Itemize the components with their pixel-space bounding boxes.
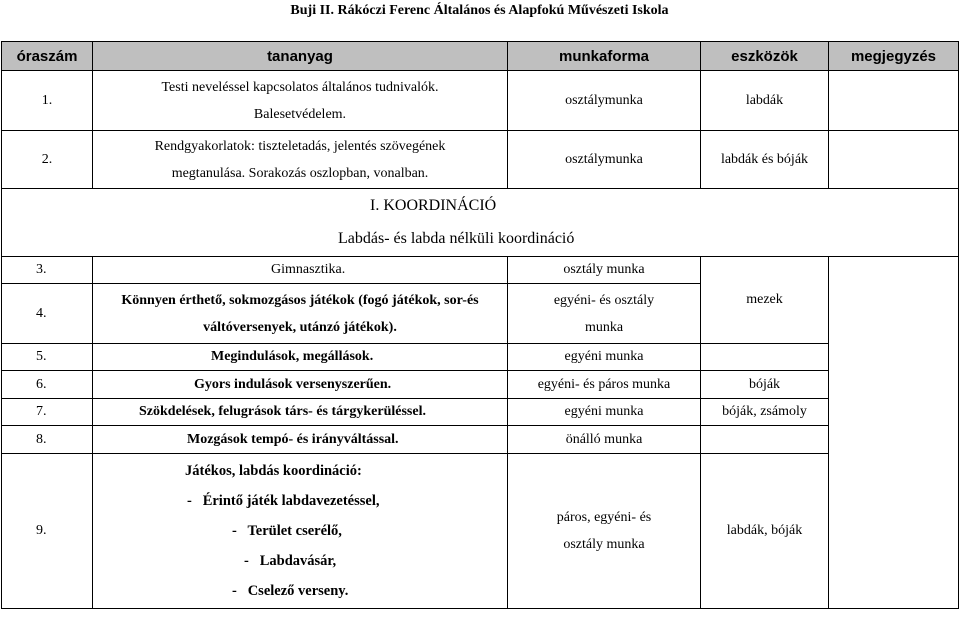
topic-cell: Gyors indulások versenyszerűen. (93, 371, 508, 399)
work-form-line: osztály munka (563, 537, 645, 552)
topic-line: váltóversenyek, utánzó játékok). (203, 319, 397, 335)
topic-line: megtanulása. Sorakozás oszlopban, vonalban. (171, 165, 429, 181)
table-row (2, 371, 959, 399)
work-form-cell: egyéni munka (508, 399, 701, 426)
lesson-number: 4. (2, 284, 93, 344)
work-form-cell (508, 454, 701, 609)
topic-cell (93, 454, 508, 609)
note-cell (829, 257, 959, 609)
table-row (2, 426, 959, 454)
col-header-tools: eszközök (701, 42, 829, 71)
topic-line: Testi neveléssel kapcsolatos általános tudnivalók. (161, 79, 439, 95)
curriculum-table (1, 41, 959, 609)
table-header-row (2, 42, 959, 71)
tools-cell: labdák, bóják (701, 454, 829, 609)
topic-cell (93, 284, 508, 344)
col-header-work-form: munkaforma (508, 42, 701, 71)
section-subtitle: Labdás- és labda nélküli koordináció (2, 223, 959, 257)
topic-cell (93, 71, 508, 131)
table-row (2, 454, 959, 609)
table-row (2, 71, 959, 131)
school-header: Buji II. Rákóczi Ferenc Általános és Alapfokú Művészeti Iskola (290, 3, 669, 18)
tools-cell (701, 426, 829, 454)
lesson-number: 1. (2, 71, 93, 131)
topic-bullet: - Cselező verseny. (232, 583, 349, 599)
section-subtitle-row (2, 223, 959, 257)
lesson-number: 5. (2, 344, 93, 371)
work-form-line: egyéni- és osztály (553, 292, 655, 308)
work-form-cell: osztálymunka (508, 131, 701, 189)
section-heading-row (2, 189, 959, 223)
topic-line: Játékos, labdás koordináció: (185, 463, 362, 479)
table-row (2, 131, 959, 189)
note-cell (829, 71, 959, 131)
table-row (2, 257, 959, 284)
work-form-cell: egyéni munka (508, 344, 701, 371)
topic-bullet: - Érintő játék labdavezetéssel, (187, 493, 380, 509)
lesson-number: 7. (2, 399, 93, 426)
topic-bullet: - Labdavásár, (244, 553, 337, 569)
topic-cell: Mozgások tempó- és irányváltással. (93, 426, 508, 454)
tools-cell: mezek (701, 257, 829, 344)
work-form-cell: önálló munka (508, 426, 701, 454)
tools-cell: bóják (701, 371, 829, 399)
col-header-note: megjegyzés (829, 42, 959, 71)
lesson-number: 6. (2, 371, 93, 399)
topic-cell: Megindulások, megállások. (93, 344, 508, 371)
topic-line: Balesetvédelem. (253, 106, 347, 122)
work-form-cell: osztály munka (508, 257, 701, 284)
work-form-line: munka (584, 319, 624, 335)
tools-cell (701, 344, 829, 371)
work-form-line: páros, egyéni- és (556, 510, 652, 525)
tools-cell: labdák (701, 71, 829, 131)
table-row (2, 344, 959, 371)
topic-cell (93, 131, 508, 189)
work-form-cell: egyéni- és páros munka (508, 371, 701, 399)
topic-line: Könnyen érthető, sokmozgásos játékok (fogó játékok, sor-és (121, 292, 479, 308)
col-header-lesson-number: óraszám (2, 42, 93, 71)
topic-cell: Szökdelések, felugrások társ- és tárgykerüléssel. (93, 399, 508, 426)
topic-line: Rendgyakorlatok: tiszteletadás, jelentés szövegének (154, 138, 446, 154)
work-form-cell (508, 284, 701, 344)
topic-cell: Gimnasztika. (93, 257, 508, 284)
lesson-number: 9. (2, 454, 93, 609)
topic-bullet: - Terület cserélő, (232, 523, 342, 539)
lesson-number: 8. (2, 426, 93, 454)
section-title: I. KOORDINÁCIÓ (2, 189, 959, 223)
col-header-topic: tananyag (93, 42, 508, 71)
tools-cell: labdák és bóják (701, 131, 829, 189)
lesson-number: 2. (2, 131, 93, 189)
work-form-cell: osztálymunka (508, 71, 701, 131)
table-row (2, 399, 959, 426)
tools-cell: bóják, zsámoly (701, 399, 829, 426)
lesson-number: 3. (2, 257, 93, 284)
note-cell (829, 131, 959, 189)
